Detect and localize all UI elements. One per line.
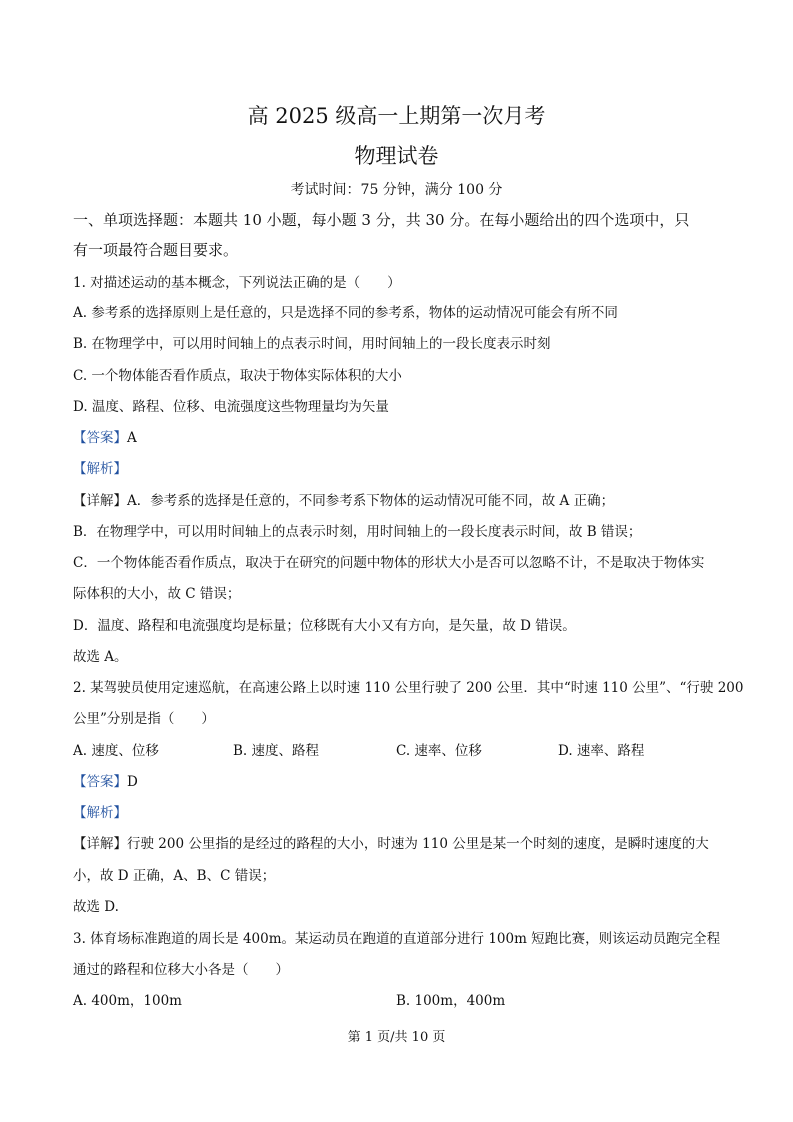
q3-stem-line1: 3. 体育场标准跑道的周长是 400m。某运动员在跑道的直道部分进行 100m 短跑比赛，则该运动员跑完全程 (73, 931, 721, 947)
exam-title: 高 2025 级高一上期第一次月考 (247, 104, 546, 128)
q2-analysis-label: 【解析】 (73, 805, 127, 821)
q2-stem-line2: 公里”分别是指（ ） (73, 711, 215, 727)
answer-value: D (127, 774, 138, 790)
q1-detail-line: B．在物理学中，可以用时间轴上的点表示时刻，用时间轴上的一段长度表示时间，故 B 错误； (73, 524, 642, 540)
exam-info: 考试时间：75 分钟，满分 100 分 (290, 182, 503, 198)
q1-option-c: C. 一个物体能否看作质点，取决于物体实际体积的大小 (73, 368, 402, 384)
q2-answer (73, 772, 138, 792)
q1-detail-line: 故选 A。 (73, 649, 128, 665)
q1-option-a: A. 参考系的选择原则上是任意的，只是选择不同的参考系，物体的运动情况可能会有所不同 (73, 305, 618, 321)
answer-value: A (127, 430, 137, 446)
q2-stem-line1: 2. 某驾驶员使用定速巡航，在高速公路上以时速 110 公里行驶了 200 公里．其中“时速 110 公里”、“行驶 200 (73, 680, 744, 696)
page-number: 第 1 页/共 10 页 (347, 1030, 446, 1045)
q1-detail-line: D．温度、路程和电流强度均是标量；位移既有大小又有方向，是矢量，故 D 错误。 (73, 618, 576, 634)
q2-option-c: C. 速率、位移 (396, 743, 482, 759)
q2-detail-line: 故选 D. (73, 899, 119, 915)
subject-title: 物理试卷 (354, 144, 439, 168)
q2-option-a: A. 速度、位移 (73, 743, 159, 759)
section-heading-line1: 一、单项选择题：本题共 10 小题，每小题 3 分，共 30 分。在每小题给出的四个选项中，只 (73, 211, 690, 229)
q2-detail-line: 【详解】行驶 200 公里指的是经过的路程的大小，时速为 110 公里是某一个时刻的速度，是瞬时速度的大 (73, 836, 709, 852)
q3-option-b: B. 100m，400m (396, 993, 506, 1009)
q1-answer (73, 428, 137, 448)
q1-option-d: D. 温度、路程、位移、电流强度这些物理量均为矢量 (73, 399, 389, 415)
q1-detail-line: 际体积的大小，故 C 错误； (73, 586, 241, 602)
q2-option-d: D. 速率、路程 (558, 743, 645, 759)
answer-label: 【答案】 (73, 430, 127, 446)
q3-option-a: A. 400m，100m (73, 993, 182, 1009)
q2-option-b: B. 速度、路程 (233, 743, 320, 759)
answer-label: 【答案】 (73, 774, 127, 790)
q1-stem: 1. 对描述运动的基本概念，下列说法正确的是（ ） (73, 275, 401, 291)
q3-stem-line2: 通过的路程和位移大小各是（ ） (73, 962, 289, 978)
q2-detail-line: 小，故 D 正确，A、B、C 错误； (73, 868, 276, 884)
q1-analysis-label: 【解析】 (73, 461, 127, 477)
q1-option-b: B. 在物理学中，可以用时间轴上的点表示时间，用时间轴上的一段长度表示时刻 (73, 336, 551, 352)
section-heading-line2: 有一项最符合题目要求。 (73, 241, 239, 259)
q1-detail-line: 【详解】A．参考系的选择是任意的，不同参考系下物体的运动情况可能不同，故 A 正确； (73, 493, 615, 509)
q1-detail-line: C．一个物体能否看作质点，取决于在研究的问题中物体的形状大小是否可以忽略不计，不是取决于物体实 (73, 555, 705, 571)
